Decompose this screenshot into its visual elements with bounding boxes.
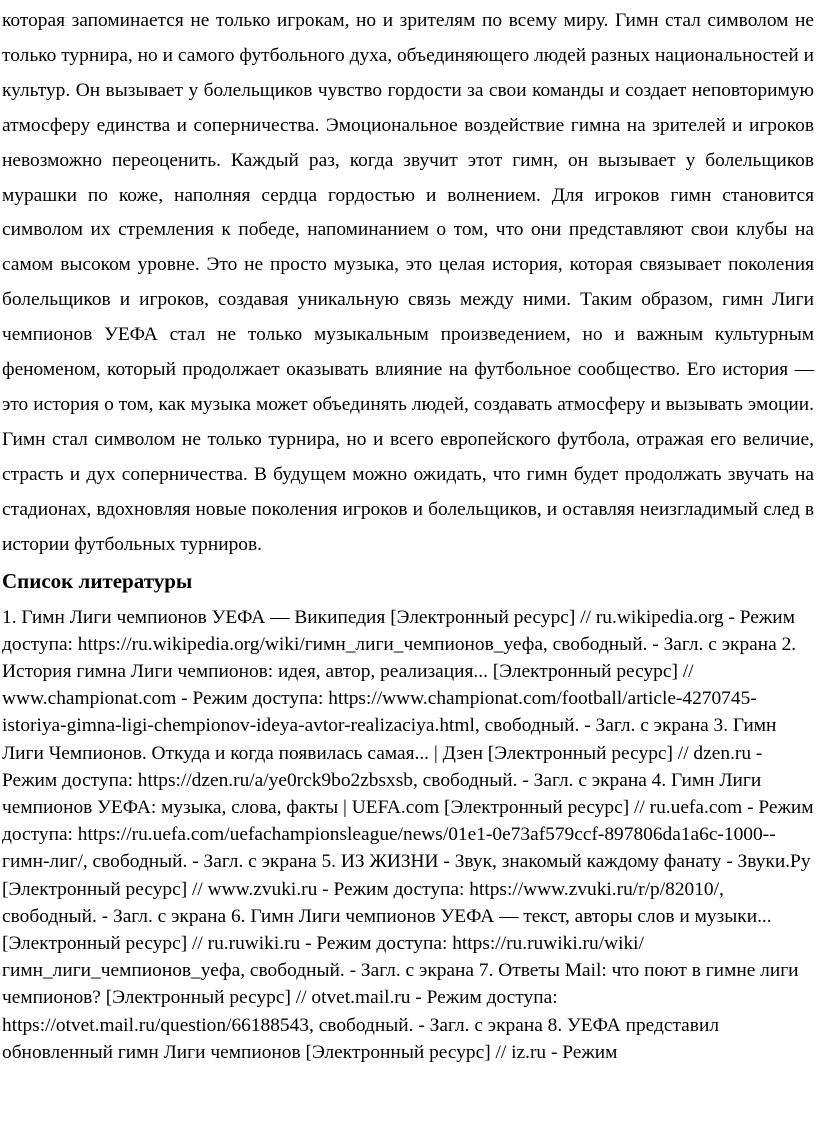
body-paragraph: которая запоминается не только игрокам, но и зрителям по всему миру. Гимн стал символом не только турнира, но и самого футбольного духа, объединяющего людей разных национальностей и культур. Он вызывает у болельщиков чувство гордости за свои команды и создает неповторимую атмосферу единства и соперничества. Эмоциональное воздействие гимна на зрителей и игроков невозможно переоценить. Каждый раз, когда звучит этот гимн, он вызывает у болельщиков мурашки по коже, наполняя сердца гордостью и волнением. Для игроков гимн становится символом их стремления к победе, напоминанием о том, что они представляют свои клубы на самом высоком уровне. Это не просто музыка, это целая история, которая связывает поколения болельщиков и игроков, создавая уникальную связь между ними. Таким образом, гимн Лиги чемпионов УЕФА стал не только музыкальным произведением, но и важным культурным феноменом, который продолжает оказывать влияние на футбольное сообщество. Его история — это история о том, как музыка может объединять людей, создавать атмосферу и вызывать эмоции. Гимн стал символом не только турнира, но и всего европейского футбола, отражая его величие, страсть и дух соперничества. В будущем можно ожидать, что гимн будет продолжать звучать на стадионах, вдохновляя новые поколения игроков и болельщиков, и оставляя неизгладимый след в истории футбольных турниров.: [2, 10, 814, 555]
references-list: 1. Гимн Лиги чемпионов УЕФА — Википедия [Электронный ресурс] // ru.wikipedia.org - Режим доступа: https://ru.wikipedia.org/wiki/гимн_лиги_чемпионов_уефа, свободный. - Загл. с экрана 2. История гимна Лиги чемпионов: идея, автор, реализация... [Электронный ресурс] // www.championat.com - Режим доступа: https://www.championat.com/football/article-4270745-istoriya-gimna-ligi-chempionov-ideya-avtor-realizaciya.html, свободный. - Загл. с экрана 3. Гимн Лиги Чемпионов. Откуда и когда появилась самая... | Дзен [Электронный ресурс] // dzen.ru - Режим доступа: https://dzen.ru/a/ye0rck9bo2zbsxsb, свободный. - Загл. с экрана 4. Гимн Лиги чемпионов УЕФА: музыка, слова, факты | UEFA.com [Электронный ресурс] // ru.uefa.com - Режим доступа: https://ru.uefa.com/uefachampionsleague/news/01e1-0e73af579ccf-897806da1a6c-1000--гимн-лиг/, свободный. - Загл. с экрана 5. ИЗ ЖИЗНИ - Звук, знакомый каждому фанату - Звуки.Ру [Электронный ресурс] // www.zvuki.ru - Режим доступа: https://www.zvuki.ru/r/p/82010/, свободный. - Загл. с экрана 6. Гимн Лиги чемпионов УЕФА — текст, авторы слов и музыки... [Электронный ресурс] // ru.ruwiki.ru - Режим доступа: https://ru.ruwiki.ru/wiki/гимн_лиги_чемпионов_уефа, свободный. - Загл. с экрана 7. Ответы Mail: что поют в гимне лиги чемпионов? [Электронный ресурс] // otvet.mail.ru - Режим доступа: https://otvet.mail.ru/question/66188543, свободный. - Загл. с экрана 8. УЕФА представил обновленный гимн Лиги чемпионов [Электронный ресурс] // iz.ru - Режим: [2, 606, 814, 1063]
references-heading: Список литературы: [2, 568, 193, 593]
